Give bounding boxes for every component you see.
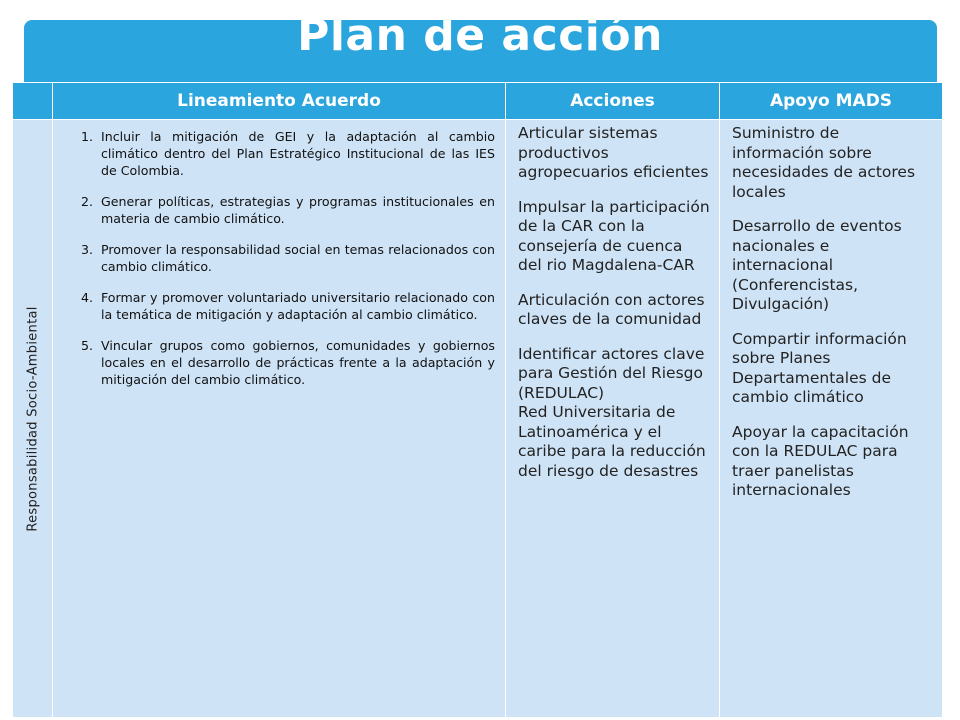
- accion-item: Identificar actores clave para Gestión del Riesgo (REDULAC): [518, 344, 705, 402]
- apoyo-item: Suministro de información sobre necesidades de actores locales: [732, 124, 916, 201]
- apoyo-item: Compartir información sobre Planes Departamentales de cambio climático: [732, 329, 907, 406]
- header-apoyo: Apoyo MADS: [720, 83, 943, 120]
- lineamiento-cell: [53, 120, 506, 718]
- list-item: 5. Vincular grupos como gobiernos, comunidades y gobiernos locales en el desarrollo de prácticas frente a la adaptación y mitigación del cambio climático.: [97, 337, 495, 388]
- acciones-cell: [506, 120, 720, 718]
- list-item: 1. Incluir la mitigación de GEI y la adaptación al cambio climático dentro del Plan Estratégico Institucional de las IES de Colombia.: [97, 128, 495, 179]
- list-item: 2. Generar políticas, estrategias y programas institucionales en materia de cambio climático.: [97, 193, 495, 227]
- lineamiento-list: [53, 120, 505, 388]
- table-header-row: [13, 83, 943, 120]
- header-lineamiento: Lineamiento Acuerdo: [53, 83, 506, 120]
- action-plan-table: [12, 82, 943, 718]
- header-empty: [13, 83, 53, 120]
- accion-item: Impulsar la participación de la CAR con la consejería de cuenca del rio Magdalena-CAR: [518, 197, 710, 274]
- accion-item: Red Universitaria de Latinoamérica y el caribe para la reducción del riesgo de desastres: [518, 403, 706, 480]
- side-label-cell: [13, 120, 53, 718]
- header-acciones: Acciones: [506, 83, 720, 120]
- apoyo-item: Desarrollo de eventos nacionales e internacional (Conferencistas, Divulgación): [732, 217, 902, 313]
- accion-item: Articular sistemas productivos agropecuarios eficientes: [518, 124, 709, 181]
- apoyo-item: Apoyar la capacitación con la REDULAC para traer panelistas internacionales: [732, 422, 909, 499]
- accion-item: Articulación con actores claves de la comunidad: [518, 290, 705, 328]
- page-title: Plan de acción: [297, 10, 663, 61]
- table-row: [13, 120, 943, 718]
- side-label: Responsabilidad Socio-Ambiental: [25, 305, 40, 532]
- apoyo-cell: [720, 120, 943, 718]
- list-item: 3. Promover la responsabilidad social en temas relacionados con cambio climático.: [97, 241, 495, 275]
- list-item: 4. Formar y promover voluntariado universitario relacionado con la temática de mitigación y adaptación al cambio climático.: [97, 289, 495, 323]
